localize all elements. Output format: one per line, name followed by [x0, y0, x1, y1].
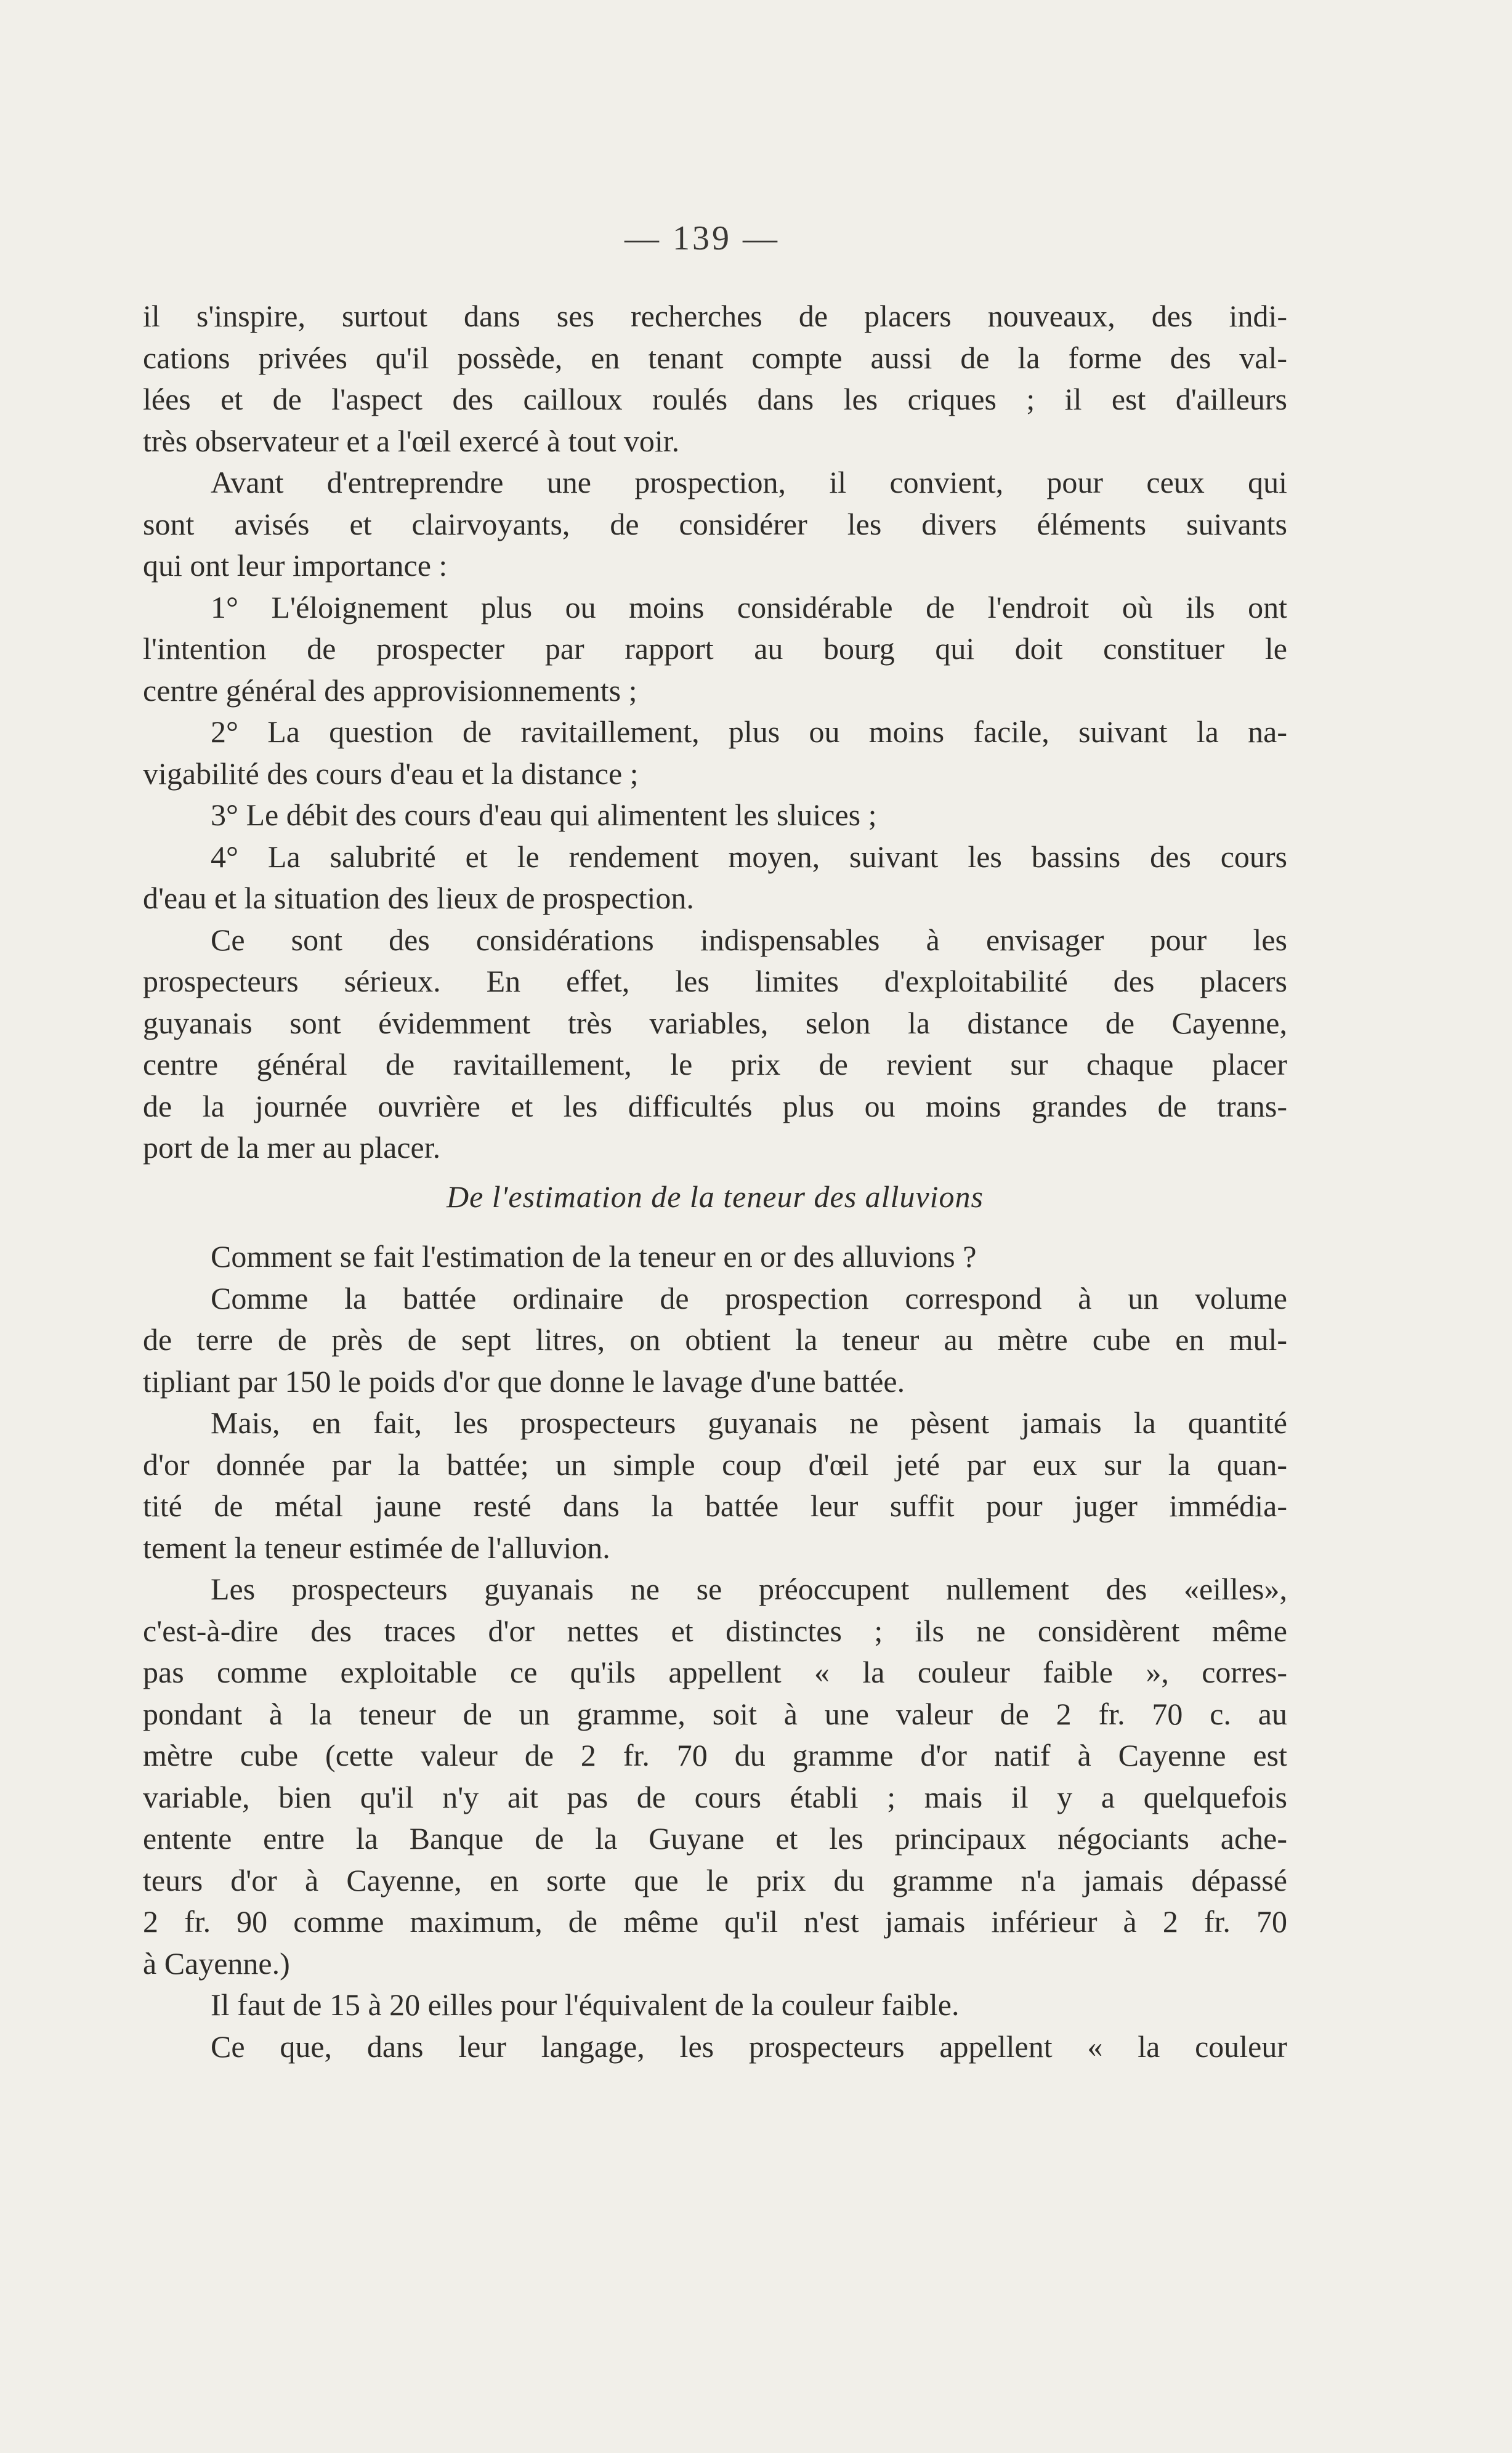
text-line: sont avisés et clairvoyants, de considérer les divers éléments suivants	[143, 506, 1287, 541]
text-line: port de la mer au placer.	[143, 1130, 441, 1165]
text-line: guyanais sont évidemment très variables, selon la distance de Cayenne,	[143, 1005, 1287, 1040]
text-line: vigabilité des cours d'eau et la distance ;	[143, 756, 639, 791]
text-line: Il faut de 15 à 20 eilles pour l'équivalent de la couleur faible.	[211, 1987, 960, 2022]
text-line: centre général des approvisionnements ;	[143, 673, 637, 708]
text-line: 2° La question de ravitaillement, plus ou moins facile, suivant la na-	[211, 714, 1287, 749]
text-line: de la journée ouvrière et les difficultés plus ou moins grandes de trans-	[143, 1088, 1287, 1123]
text-line: Comment se fait l'estimation de la teneur en or des alluvions ?	[211, 1239, 977, 1274]
text-line: entente entre la Banque de la Guyane et les principaux négociants ache-	[143, 1821, 1287, 1856]
text-line: Les prospecteurs guyanais ne se préoccupent nullement des «eilles»,	[211, 1572, 1287, 1606]
text-line: à Cayenne.)	[143, 1946, 290, 1981]
text-line: de terre de près de sept litres, on obtient la teneur au mètre cube en mul-	[143, 1322, 1287, 1357]
text-line: tité de métal jaune resté dans la battée leur suffit pour juger immédia-	[143, 1489, 1287, 1523]
text-line: Ce que, dans leur langage, les prospecteurs appellent « la couleur	[211, 2029, 1287, 2064]
text-line: 4° La salubrité et le rendement moyen, suivant les bassins des cours	[211, 839, 1287, 874]
text-line: 2 fr. 90 comme maximum, de même qu'il n'est jamais inférieur à 2 fr. 70	[143, 1904, 1287, 1939]
text-line: très observateur et a l'œil exercé à tout voir.	[143, 423, 680, 458]
text-line: 1° L'éloignement plus ou moins considérable de l'endroit où ils ont	[211, 589, 1287, 624]
text-line: Avant d'entreprendre une prospection, il convient, pour ceux qui	[211, 465, 1287, 499]
text-line: mètre cube (cette valeur de 2 fr. 70 du gramme d'or natif à Cayenne est	[143, 1738, 1287, 1772]
text-line: pas comme exploitable ce qu'ils appellent « la couleur faible », corres-	[143, 1655, 1287, 1689]
text-line: tipliant par 150 le poids d'or que donne le lavage d'une battée.	[143, 1364, 905, 1399]
text-line: d'or donnée par la battée; un simple coup d'œil jeté par eux sur la quan-	[143, 1447, 1287, 1482]
text-line: l'intention de prospecter par rapport au bourg qui doit constituer le	[143, 631, 1287, 666]
text-line: cations privées qu'il possède, en tenant compte aussi de la forme des val-	[143, 340, 1287, 375]
text-line: lées et de l'aspect des cailloux roulés dans les criques ; il est d'ailleurs	[143, 382, 1287, 416]
text-line: Mais, en fait, les prospecteurs guyanais ne pèsent jamais la quantité	[211, 1405, 1287, 1440]
text-line: il s'inspire, surtout dans ses recherches de placers nouveaux, des indi-	[143, 299, 1287, 333]
text-line: Ce sont des considérations indispensables à envisager pour les	[211, 922, 1287, 957]
text-line: prospecteurs sérieux. En effet, les limites d'exploitabilité des placers	[143, 964, 1287, 998]
text-line: pondant à la teneur de un gramme, soit à une valeur de 2 fr. 70 c. au	[143, 1696, 1287, 1731]
page-number: — 139 —	[625, 219, 780, 257]
text-line: tement la teneur estimée de l'alluvion.	[143, 1530, 610, 1565]
text-line: variable, bien qu'il n'y ait pas de cours établi ; mais il y a quelquefois	[143, 1779, 1287, 1814]
text-line: 3° Le débit des cours d'eau qui alimentent les sluices ;	[211, 798, 877, 832]
text-line: teurs d'or à Cayenne, en sorte que le prix du gramme n'a jamais dépassé	[143, 1862, 1287, 1897]
text-line: qui ont leur importance :	[143, 548, 448, 583]
text-line: centre général de ravitaillement, le prix de revient sur chaque placer	[143, 1047, 1287, 1081]
body-text	[143, 296, 1287, 2067]
section-heading: De l'estimation de la teneur des alluvions	[446, 1179, 984, 1214]
text-line: Comme la battée ordinaire de prospection correspond à un volume	[211, 1280, 1287, 1315]
text-line: d'eau et la situation des lieux de prospection.	[143, 881, 694, 915]
text-line: c'est-à-dire des traces d'or nettes et distinctes ; ils ne considèrent même	[143, 1613, 1287, 1648]
